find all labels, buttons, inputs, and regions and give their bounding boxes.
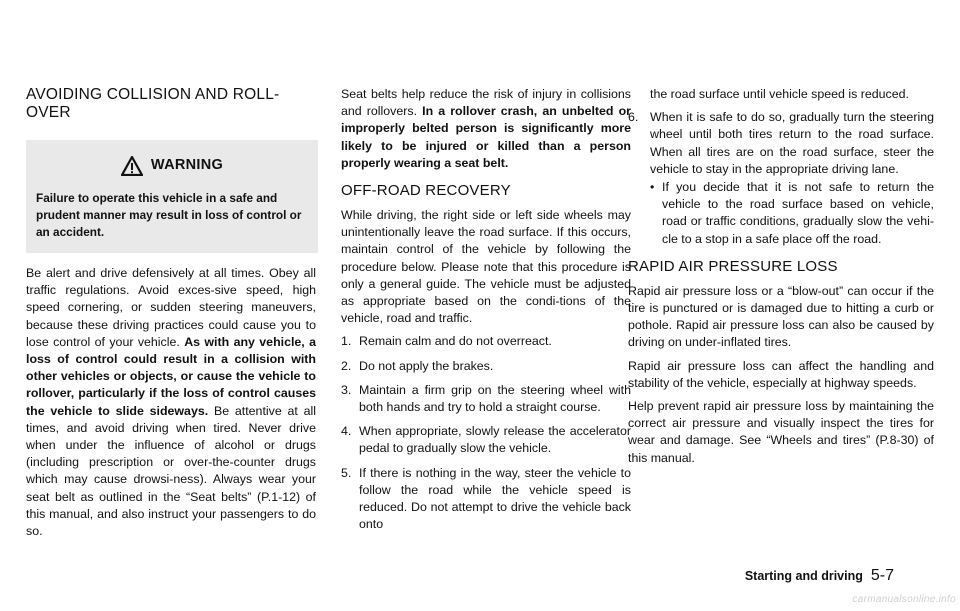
- step-number: 1.: [341, 334, 352, 349]
- step-text: Maintain a firm grip on the steering wheel with both hands and try to hold a straight course.: [359, 382, 631, 415]
- list-item: [341, 382, 631, 416]
- warning-box: [26, 140, 318, 253]
- step-5-continuation: the road surface until vehicle speed is reduced.: [650, 87, 909, 101]
- heading-rapid-air-pressure-loss: RAPID AIR PRESSURE LOSS: [628, 257, 838, 275]
- column-2: [341, 86, 631, 540]
- paragraph-prevention: Help prevent rapid air pressure loss by maintaining the correct air pressure and visually inspect the tires for wear and damage. See “Wheels and tires” (P.8-30) of this manual.: [628, 399, 934, 465]
- heading-off-road-recovery: OFF-ROAD RECOVERY: [341, 182, 511, 200]
- paragraph-handling: Rapid air pressure loss can affect the handling and stability of the vehicle, especially at highway speeds.: [628, 358, 934, 390]
- page-footer: [745, 567, 894, 585]
- list-item: [341, 358, 631, 375]
- page-number: 5-7: [870, 567, 894, 584]
- paragraph-defensive-driving: [26, 265, 316, 540]
- warning-header: [36, 156, 308, 176]
- steps-list: [341, 333, 631, 533]
- step-number: 2.: [341, 358, 352, 373]
- list-item: [628, 109, 934, 248]
- paragraph-off-road: While driving, the right side or left side wheels may unintentionally leave the road surface. If this occurs, maintain control of the vehicle by following the procedure below. Please note that this procedure is only a general guide. The vehicle must be adjusted as appropriate based on the condi-tions of the vehicle, road and traffic.: [341, 208, 631, 326]
- list-item: [341, 333, 631, 350]
- step-number: 3.: [341, 382, 352, 397]
- watermark: carmanualsonline.info: [852, 594, 956, 605]
- step-number: 4.: [341, 424, 352, 439]
- warning-text: Failure to operate this vehicle in a safe and prudent manner may result in loss of control or an accident.: [36, 191, 302, 239]
- paragraph-text: Be attentive at all times, and avoid driving when tired. Never drive when under the influence of alcohol or drugs (including prescription or over-the-counter drugs which may cause drowsi-ness). Always wear your seat belt as outlined in the “Seat belts” (P.1-12) of this manual, and also instruct your passengers to do so.: [26, 403, 316, 539]
- steps-list-continued: [628, 109, 934, 248]
- paragraph-bold-text: In a rollover crash, an unbelted or improperly belted person is significantly more likely to be injured or killed than a person properly wearing a seat belt.: [341, 104, 631, 170]
- paragraph-blowout: Rapid air pressure loss or a “blow-out” can occur if the tire is punctured or is damaged due to hitting a curb or pothole. Rapid air pressure loss can also be caused by driving on under-inflated tires.: [628, 283, 934, 350]
- paragraph-seat-belts: [341, 86, 631, 172]
- warning-title: WARNING: [150, 157, 224, 174]
- bullet-dot: •: [650, 180, 655, 195]
- column-3: [628, 86, 934, 473]
- step-text: If there is nothing in the way, steer the vehicle to follow the road while the vehicle speed is reduced. Do not attempt to drive the vehicle back onto: [359, 465, 631, 532]
- bullet-item: [650, 179, 934, 248]
- list-item: [341, 423, 631, 457]
- bullet-text: If you decide that it is not safe to return the vehicle to the road surface based on vehicle, road or traffic conditions, gradually slow the vehi-cle to a stop in a safe place off the road.: [662, 180, 934, 246]
- column-1: [26, 86, 316, 546]
- step-number: 5.: [341, 465, 352, 480]
- step-text: Remain calm and do not overreact.: [359, 334, 552, 349]
- heading-avoiding-collision: AVOIDING COLLISION AND ROLL-OVER: [26, 86, 280, 121]
- step-number: 6.: [628, 110, 639, 125]
- step-text: When it is safe to do so, gradually turn the steering wheel until both tires return to the road surface. When all tires are on the road surface, steer the vehicle to stay in the appropriate driving lane.: [650, 110, 934, 176]
- list-item: [341, 465, 631, 534]
- paragraph-text: Be alert and drive defensively at all times. Obey all traffic regulations. Avoid exces-sive speed, high speed cornering, or sudden steering maneuvers, because these driving practices could cause you to lose control of your vehicle.: [26, 266, 316, 349]
- step-text: Do not apply the brakes.: [359, 358, 494, 373]
- paragraph-bold-text: As with any vehicle, a loss of control could result in a collision with other vehicles or objects, or cause the vehicle to rollover, particularly if the loss of control causes the vehicle to slide sideways.: [26, 334, 317, 418]
- warning-triangle-icon: [121, 156, 143, 176]
- step-text: When appropriate, slowly release the accelerator pedal to gradually slow the vehicle.: [359, 424, 631, 456]
- footer-section-title: Starting and driving: [744, 569, 863, 583]
- step-6: [650, 109, 934, 248]
- paragraph-text: Seat belts help reduce the risk of injury in collisions and rollovers.: [341, 87, 631, 119]
